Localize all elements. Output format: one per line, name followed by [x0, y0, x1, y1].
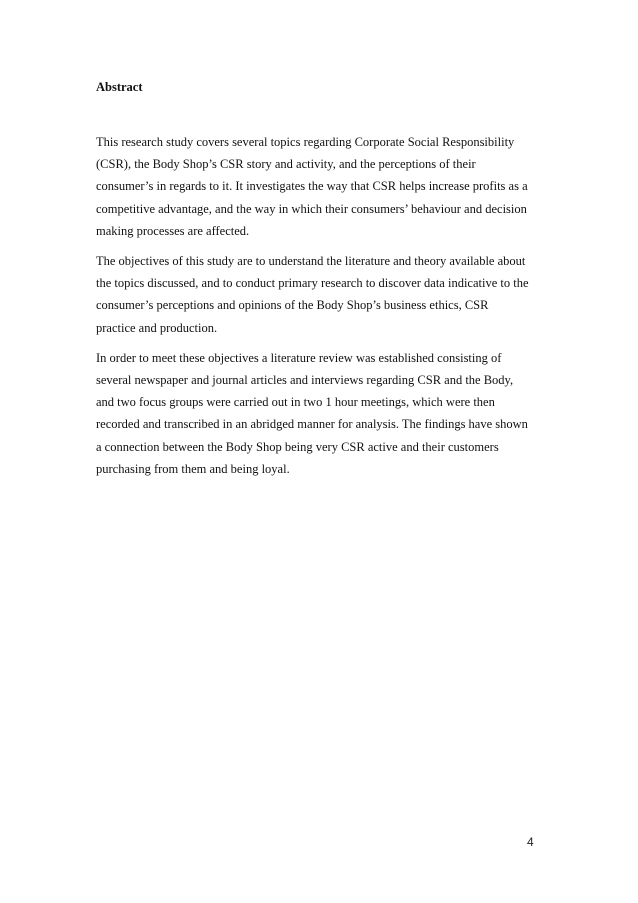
text-line: purchasing from them and being loyal. — [96, 461, 290, 476]
text-line: The objectives of this study are to understand the literature and theory available about — [96, 254, 526, 269]
text-line: and two focus groups were carried out in two 1 hour meetings, which were then — [96, 395, 495, 410]
abstract-heading: Abstract — [96, 80, 143, 94]
abstract-paragraph-1 — [96, 131, 546, 242]
text-line: (CSR), the Body Shop’s CSR story and activity, and the perceptions of their — [96, 157, 476, 172]
text-line: a connection between the Body Shop being very CSR active and their customers — [96, 439, 499, 454]
text-line: In order to meet these objectives a literature review was established consisting of — [96, 350, 502, 365]
abstract-paragraph-2 — [96, 250, 546, 339]
text-line: the topics discussed, and to conduct primary research to discover data indicative to the — [96, 276, 529, 291]
text-line: practice and production. — [96, 320, 218, 335]
text-line: recorded and transcribed in an abridged manner for analysis. The findings have shown — [96, 417, 528, 432]
page-number: 4 — [527, 835, 534, 849]
text-line: This research study covers several topics regarding Corporate Social Responsibility — [96, 135, 515, 149]
text-line: several newspaper and journal articles and interviews regarding CSR and the Body, — [96, 373, 514, 388]
abstract-paragraph-3 — [96, 347, 546, 480]
abstract-section — [96, 78, 546, 488]
text-line: consumer’s in regards to it. It investigates the way that CSR helps increase profits as a — [96, 179, 528, 194]
text-line: making processes are affected. — [96, 223, 250, 238]
text-line: competitive advantage, and the way in which their consumers’ behaviour and decision — [96, 201, 527, 216]
text-line: consumer’s perceptions and opinions of the Body Shop’s business ethics, CSR — [96, 298, 489, 313]
